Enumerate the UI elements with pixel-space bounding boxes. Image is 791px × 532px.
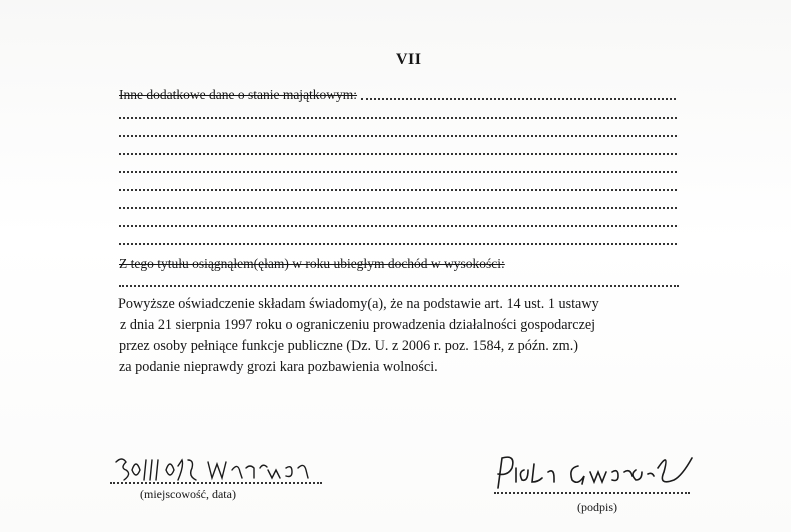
signature-caption: (podpis) <box>577 500 617 514</box>
declaration-line: przez osoby pełniące funkcje publiczne (Dz. U. z 2006 r. poz. 1584, z późn. zm.) <box>119 338 578 354</box>
fill-line <box>119 225 677 227</box>
declaration-line: za podanie nieprawdy grozi kara pozbawienia wolności. <box>119 359 438 375</box>
fill-line <box>119 285 679 287</box>
fill-line <box>119 189 677 191</box>
income-label: Z tego tytułu osiągnąłem(ęłam) w roku ubiegłym dochód w wysokości: <box>119 256 505 271</box>
fill-dots <box>361 98 676 100</box>
fill-line <box>119 171 677 173</box>
place-date-handwriting <box>112 452 322 484</box>
fill-line <box>119 207 677 209</box>
section-title: VII <box>396 51 422 68</box>
signature-line <box>494 492 690 494</box>
fill-line <box>119 243 677 245</box>
declaration-paragraph <box>118 294 698 378</box>
signature-handwriting <box>490 448 700 493</box>
income-row <box>119 254 679 272</box>
other-assets-row <box>119 85 676 103</box>
declaration-line: Powyższe oświadczenie składam świadomy(a), że na podstawie art. 14 ust. 1 ustawy <box>118 296 599 312</box>
fill-line <box>119 135 677 137</box>
fill-line <box>119 117 677 119</box>
other-assets-label: Inne dodatkowe dane o stanie majątkowym: <box>119 87 358 102</box>
place-date-line <box>110 482 322 484</box>
declaration-line: z dnia 21 sierpnia 1997 roku o ograniczeniu prowadzenia działalności gospodarczej <box>120 317 596 333</box>
fill-line <box>119 153 677 155</box>
place-date-caption: (miejscowość, data) <box>140 487 236 501</box>
